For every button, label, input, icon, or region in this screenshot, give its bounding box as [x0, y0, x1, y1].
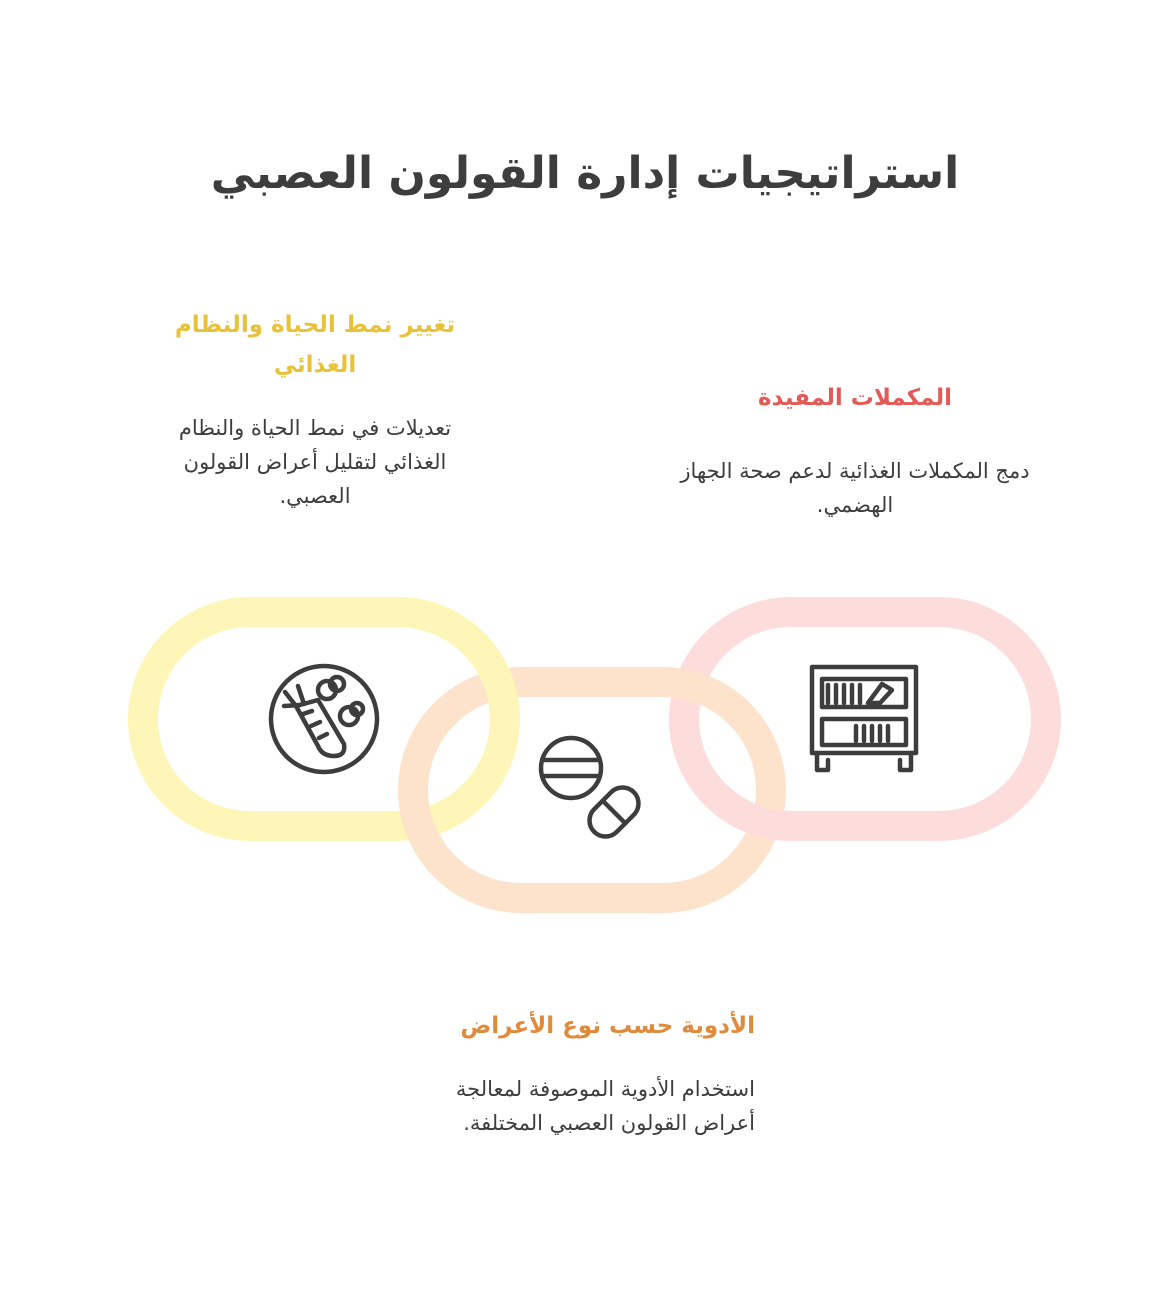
- medications-heading: الأدوية حسب نوع الأعراض: [460, 1013, 755, 1039]
- supplement-shelf-icon: [812, 667, 916, 770]
- supplements-description: دمج المكملات الغذائية لدعم صحة الجهاز الهضمي.: [680, 459, 1030, 517]
- supplements-heading: المكملات المفيدة: [757, 385, 953, 411]
- lifestyle-block: [150, 305, 480, 513]
- carrot-vegetables-plate-icon: [271, 666, 377, 772]
- medications-description: استخدام الأدوية الموصوفة لمعالجة أعراض القولون العصبي المختلفة.: [455, 1077, 755, 1135]
- page-title: استراتيجيات إدارة القولون العصبي: [210, 148, 960, 199]
- lifestyle-description: تعديلات في نمط الحياة والنظام الغذائي لتقليل أعراض القولون العصبي.: [178, 416, 452, 508]
- medications-block: [405, 1006, 755, 1140]
- lifestyle-heading: تغيير نمط الحياة والنظام الغذائي: [174, 312, 456, 378]
- supplements-block: [675, 378, 1035, 522]
- pills-capsule-icon: [541, 738, 645, 843]
- chain-diagram: [0, 580, 1170, 940]
